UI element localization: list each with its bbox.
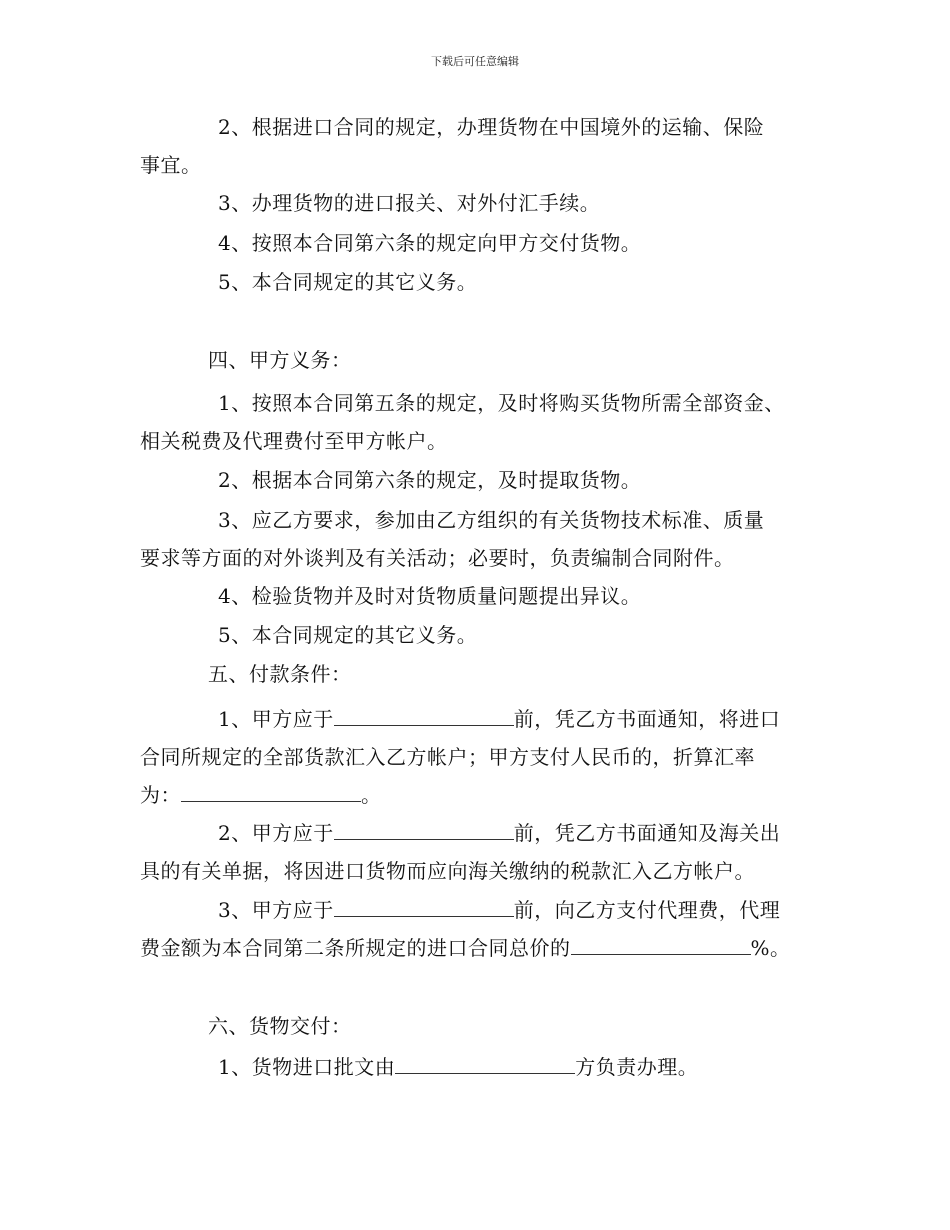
clause-6-1 [218, 1054, 698, 1080]
clause-3-3: 3、办理货物的进口报关、对外付汇手续。 [218, 191, 601, 215]
party-blank [395, 1055, 575, 1074]
section-4-title: 四、甲方义务： [208, 348, 352, 372]
date-blank-5-1 [334, 707, 514, 726]
clause-3-2-line1: 2、根据进口合同的规定，办理货物在中国境外的运输、保险 [218, 115, 765, 139]
clause-5-2-line1 [218, 820, 780, 846]
clause-5-3-prefix: 3、甲方应于 [218, 898, 334, 922]
clause-5-2-line2: 具的有关单据，将因进口货物而应向海关缴纳的税款汇入乙方帐户。 [140, 859, 755, 883]
clause-4-3-line1: 3、应乙方要求，参加由乙方组织的有关货物技术标准、质量 [218, 508, 765, 532]
clause-5-2-suffix: 前，凭乙方书面通知及海关出 [513, 821, 781, 845]
clause-3-2-line2: 事宜。 [140, 153, 202, 177]
clause-5-3-suffix: 前，向乙方支付代理费，代理 [513, 898, 781, 922]
clause-4-5: 5、本合同规定的其它义务。 [218, 623, 478, 647]
percent-suffix: %。 [750, 936, 791, 960]
section-5-title: 五、付款条件： [208, 662, 352, 686]
percent-blank [571, 936, 751, 955]
clause-6-1-suffix: 方负责办理。 [575, 1055, 699, 1079]
clause-4-1-line2: 相关税费及代理费付至甲方帐户。 [140, 429, 448, 453]
clause-4-1-line1: 1、按照本合同第五条的规定，及时将购买货物所需全部资金、 [218, 391, 785, 415]
clause-4-4: 4、检验货物并及时对货物质量问题提出异议。 [218, 584, 642, 608]
clause-5-1-line2: 合同所规定的全部货款汇入乙方帐户；甲方支付人民币的，折算汇率 [140, 745, 755, 769]
clause-3-4: 4、按照本合同第六条的规定向甲方交付货物。 [218, 231, 642, 255]
clause-6-1-prefix: 1、货物进口批文由 [218, 1055, 396, 1079]
clause-3-5: 5、本合同规定的其它义务。 [218, 270, 478, 294]
rate-suffix: 。 [361, 783, 382, 807]
rate-blank [181, 783, 361, 802]
date-blank-5-3 [334, 898, 514, 917]
page-header: 下载后可任意编辑 [431, 55, 519, 68]
clause-5-3-line2-prefix: 费金额为本合同第二条所规定的进口合同总价的 [140, 936, 571, 960]
clause-5-1-suffix: 前，凭乙方书面通知，将进口 [513, 707, 781, 731]
clause-5-1-line1 [218, 706, 780, 732]
clause-4-2: 2、根据本合同第六条的规定，及时提取货物。 [218, 468, 642, 492]
clause-5-2-prefix: 2、甲方应于 [218, 821, 334, 845]
clause-5-3-line1 [218, 897, 780, 923]
clause-5-1-line3 [140, 782, 382, 808]
section-6-title: 六、货物交付： [208, 1014, 352, 1038]
clause-5-1-prefix: 1、甲方应于 [218, 707, 334, 731]
clause-4-3-line2: 要求等方面的对外谈判及有关活动；必要时，负责编制合同附件。 [140, 546, 735, 570]
date-blank-5-2 [334, 821, 514, 840]
rate-label: 为： [140, 783, 181, 807]
clause-5-3-line2 [140, 935, 791, 961]
